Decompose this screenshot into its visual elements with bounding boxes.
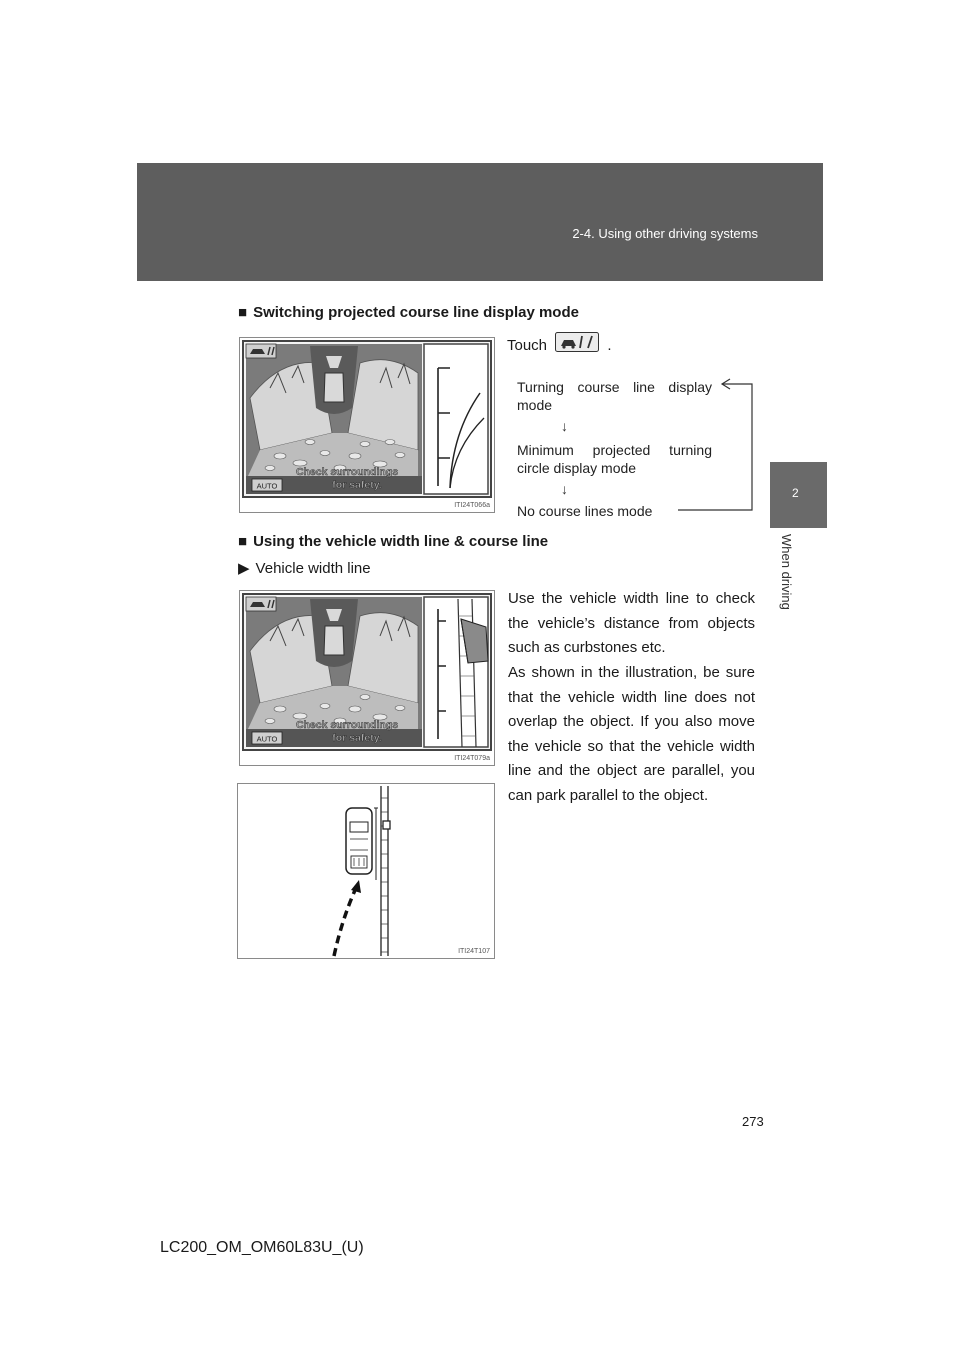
auto-label: AUTO xyxy=(256,481,278,491)
mode-turning-course-line: Turning course line display mode xyxy=(517,379,712,413)
touch-instruction xyxy=(507,332,612,361)
document-code: LC200_OM_OM60L83U_(U) xyxy=(160,1239,364,1256)
subheading-text: Vehicle width line xyxy=(255,560,371,577)
arrow-down-icon: ↓ xyxy=(561,418,568,434)
chapter-title: When driving xyxy=(779,534,794,610)
auto-label: AUTO xyxy=(256,734,278,744)
overlay-text-line-2: for safety. xyxy=(332,732,382,744)
touch-prefix: Touch xyxy=(507,337,548,355)
figure-code: ITI24T107 xyxy=(458,948,490,955)
camera-display-figure-2 xyxy=(239,590,495,766)
parallel-parking-diagram xyxy=(237,783,495,959)
sub-bullet-icon: ▶ xyxy=(238,560,250,577)
cycle-return-arrow-icon xyxy=(676,378,756,514)
section-title: 2-4. Using other driving systems xyxy=(572,226,758,241)
heading-bullet: ■ xyxy=(238,304,248,321)
page-number: 273 xyxy=(742,1114,764,1129)
paragraph-width-line-usage: As shown in the illustration, be sure that the vehicle width line does not overlap the object. If you also move the vehicle so that the vehicle width line and the object are parallel, you can park parallel to the object. xyxy=(508,664,755,804)
figure-code: ITI24T079a xyxy=(454,755,490,762)
overlay-text-line-2: for safety. xyxy=(332,479,382,491)
heading-text: Using the vehicle width line & course line xyxy=(253,533,549,550)
camera-display-figure-1 xyxy=(239,337,495,513)
mode-minimum-turning-circle: Minimum projected turning circle display mode xyxy=(517,442,712,476)
section-heading-width-line xyxy=(238,533,548,550)
overlay-text-line-1: Check surroundings xyxy=(295,719,399,731)
paragraph-width-line-purpose: Use the vehicle width line to check the vehicle’s distance from objects such as curbstones etc. xyxy=(508,590,755,656)
touch-suffix: . xyxy=(607,337,612,355)
heading-bullet: ■ xyxy=(238,533,248,550)
header-band xyxy=(137,163,823,281)
section-heading-switching xyxy=(238,304,579,321)
heading-text: Switching projected course line display mode xyxy=(253,304,579,321)
overlay-text-line-1: Check surroundings xyxy=(295,466,399,478)
subheading-vehicle-width-line xyxy=(238,557,371,582)
mode-no-course-lines: No course lines mode xyxy=(517,503,653,519)
figure-code: ITI24T066a xyxy=(454,502,490,509)
chapter-number: 2 xyxy=(792,486,799,500)
course-line-button-icon xyxy=(555,332,599,361)
arrow-down-icon: ↓ xyxy=(561,481,568,497)
